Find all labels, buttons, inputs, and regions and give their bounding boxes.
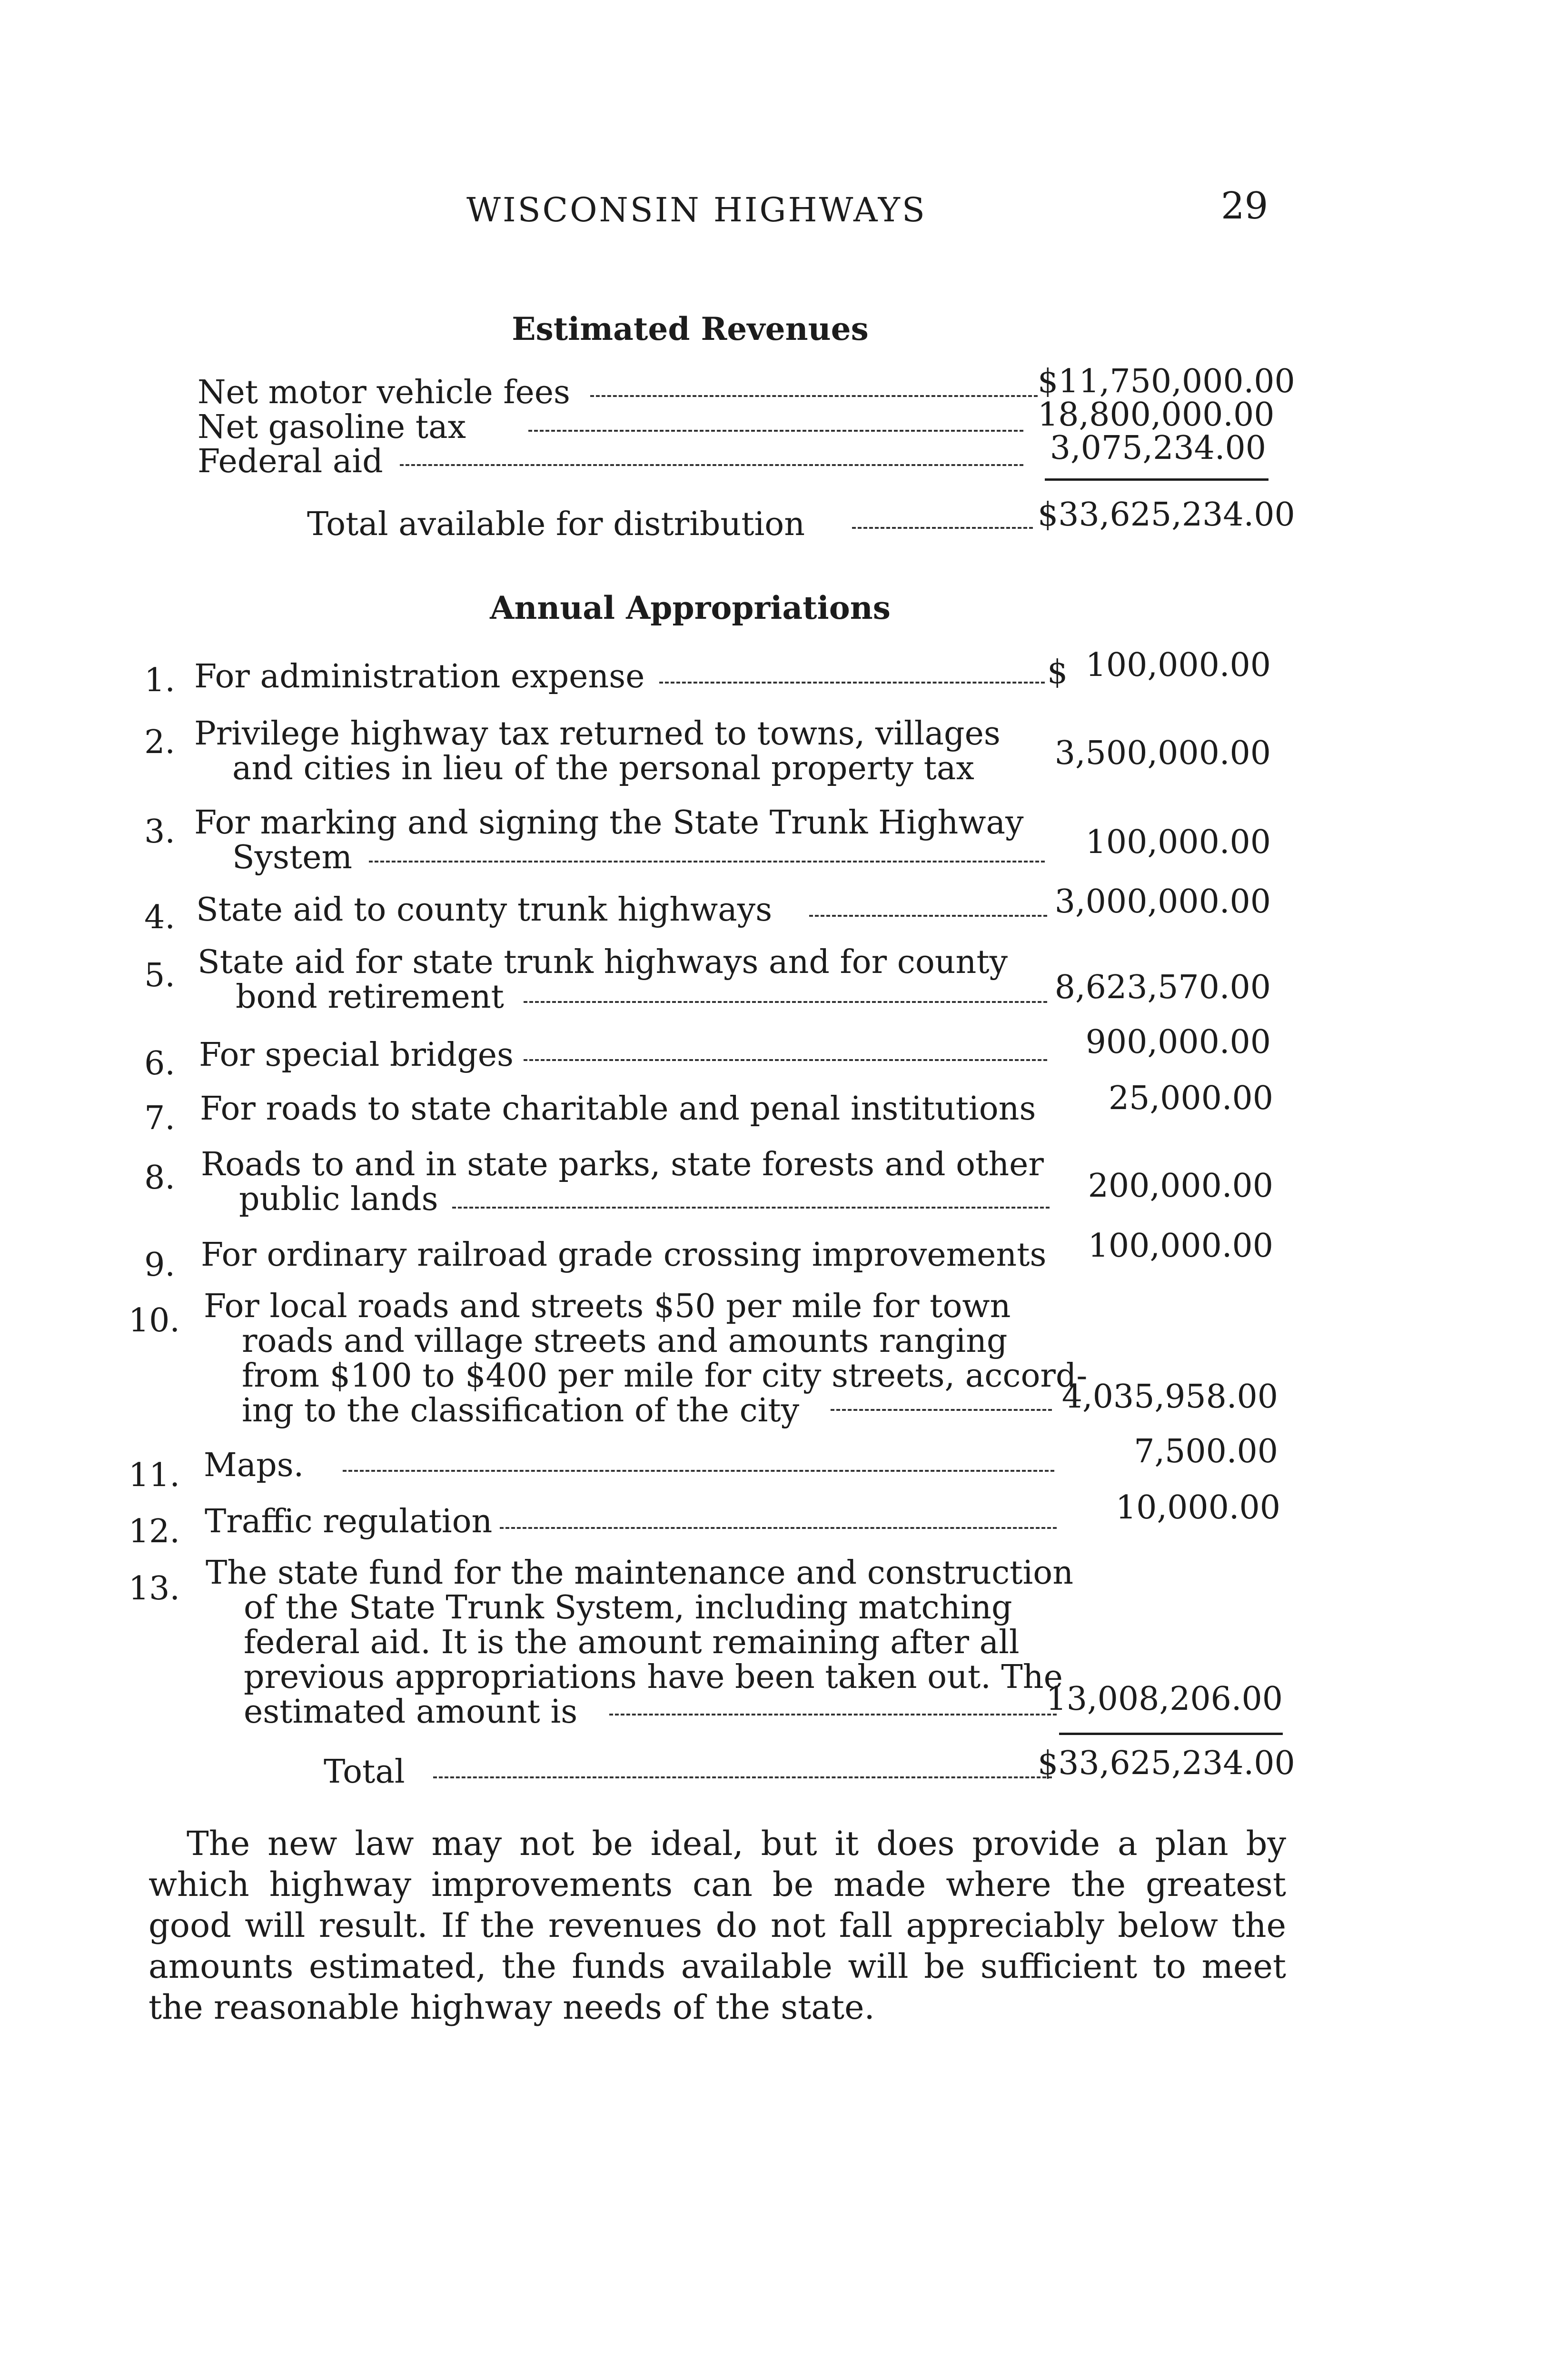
- revenue-amount: 3,075,234.00: [1050, 429, 1266, 467]
- closing-paragraph: The new law may not be ideal, but it does provide a plan by which highway improvements can be made where the greatest good will result. If the revenues do not fall appreciably below the amounts estimated, the funds available will be sufficient to meet the reasonable highway needs of the state.: [149, 1824, 1286, 2027]
- leader-dots: [400, 464, 1023, 466]
- item-number: 5.: [144, 957, 175, 994]
- revenues-total-label: Total available for distribution: [307, 506, 805, 543]
- appropriation-text: For marking and signing the State Trunk Highway System: [194, 804, 1024, 876]
- appropriation-amount: 100,000.00: [1085, 646, 1271, 684]
- appropriations-total-amount: $33,625,234.00: [1038, 1745, 1295, 1782]
- item-number: 11.: [128, 1457, 180, 1494]
- appropriation-text: For roads to state charitable and penal institutions: [200, 1090, 1036, 1128]
- leader-dots: [433, 1776, 1052, 1778]
- item-number: 1.: [144, 662, 175, 699]
- appropriation-text: State aid for state trunk highways and for county bond retirement: [198, 943, 1008, 1016]
- dollar-sign: $: [1047, 654, 1068, 691]
- leader-dots: [590, 395, 1038, 397]
- leader-dots: [524, 1001, 1047, 1003]
- revenue-label: Federal aid: [198, 443, 383, 480]
- appropriation-amount: 100,000.00: [1088, 1227, 1273, 1265]
- leader-dots: [831, 1409, 1052, 1411]
- appropriation-text: State aid to county trunk highways: [196, 891, 773, 929]
- item-number: 6.: [144, 1045, 175, 1082]
- appropriation-amount: 200,000.00: [1088, 1167, 1273, 1205]
- sum-rule: [1045, 478, 1269, 481]
- revenue-amount: $11,750,000.00: [1038, 363, 1295, 400]
- leader-dots: [528, 430, 1023, 432]
- appropriation-text: Traffic regulation: [205, 1503, 493, 1540]
- leader-dots: [659, 682, 1045, 684]
- item-number: 4.: [144, 899, 175, 936]
- sum-rule: [1059, 1733, 1283, 1735]
- item-number: 10.: [128, 1302, 180, 1339]
- item-number: 7.: [144, 1100, 175, 1137]
- appropriation-amount: 4,035,958.00: [1061, 1378, 1278, 1416]
- running-head: WISCONSIN HIGHWAYS: [466, 190, 927, 229]
- page-number: 29: [1221, 185, 1269, 228]
- appropriation-amount: 100,000.00: [1085, 823, 1271, 861]
- leader-dots: [343, 1470, 1054, 1472]
- item-number: 2.: [144, 724, 175, 761]
- appropriation-amount: 3,000,000.00: [1054, 883, 1271, 921]
- appropriation-amount: 25,000.00: [1108, 1080, 1273, 1117]
- revenue-amount: 18,800,000.00: [1038, 396, 1275, 434]
- leader-dots: [609, 1714, 1057, 1716]
- appropriation-text: For administration expense: [194, 658, 645, 695]
- leader-dots: [852, 527, 1033, 529]
- appropriation-text: The state fund for the maintenance and construction of the State Trunk System, including matching federal aid. It is the amount remaining after all previous appropriations have been taken out. The estimated amount is: [206, 1554, 1073, 1731]
- revenue-label: Net motor vehicle fees: [198, 374, 570, 411]
- leader-dots: [809, 915, 1047, 917]
- appropriation-text: Maps.: [204, 1447, 304, 1484]
- revenue-label: Net gasoline tax: [198, 408, 466, 446]
- item-number: 12.: [128, 1513, 180, 1550]
- leader-dots: [500, 1527, 1057, 1529]
- revenues-total-amount: $33,625,234.00: [1038, 496, 1295, 534]
- item-number: 8.: [144, 1159, 175, 1197]
- revenues-heading: Estimated Revenues: [512, 310, 869, 347]
- appropriation-text: For ordinary railroad grade crossing improvements: [201, 1236, 1047, 1274]
- leader-dots: [452, 1207, 1050, 1209]
- appropriation-text: Privilege highway tax returned to towns, villages and cities in lieu of the personal property tax: [194, 715, 1001, 787]
- appropriation-text: For local roads and streets $50 per mile for town roads and village streets and amounts ranging from $100 to $400 per mile for city streets, accord- ing to the classification of the city: [204, 1288, 1088, 1429]
- appropriation-amount: 13,008,206.00: [1046, 1680, 1283, 1718]
- appropriations-total-label: Total: [324, 1753, 405, 1791]
- appropriation-amount: 3,500,000.00: [1054, 734, 1271, 772]
- appropriation-amount: 7,500.00: [1134, 1433, 1278, 1470]
- leader-dots: [524, 1059, 1047, 1061]
- item-number: 9.: [144, 1246, 175, 1284]
- leader-dots: [369, 861, 1045, 863]
- appropriation-amount: 8,623,570.00: [1054, 969, 1271, 1006]
- appropriation-text: Roads to and in state parks, state forests and other public lands: [201, 1146, 1044, 1218]
- item-number: 13.: [128, 1570, 180, 1607]
- item-number: 3.: [144, 813, 175, 851]
- appropriation-amount: 900,000.00: [1085, 1023, 1271, 1061]
- appropriations-heading: Annual Appropriations: [490, 589, 891, 626]
- appropriation-text: For special bridges: [199, 1036, 514, 1074]
- appropriation-amount: 10,000.00: [1115, 1489, 1280, 1527]
